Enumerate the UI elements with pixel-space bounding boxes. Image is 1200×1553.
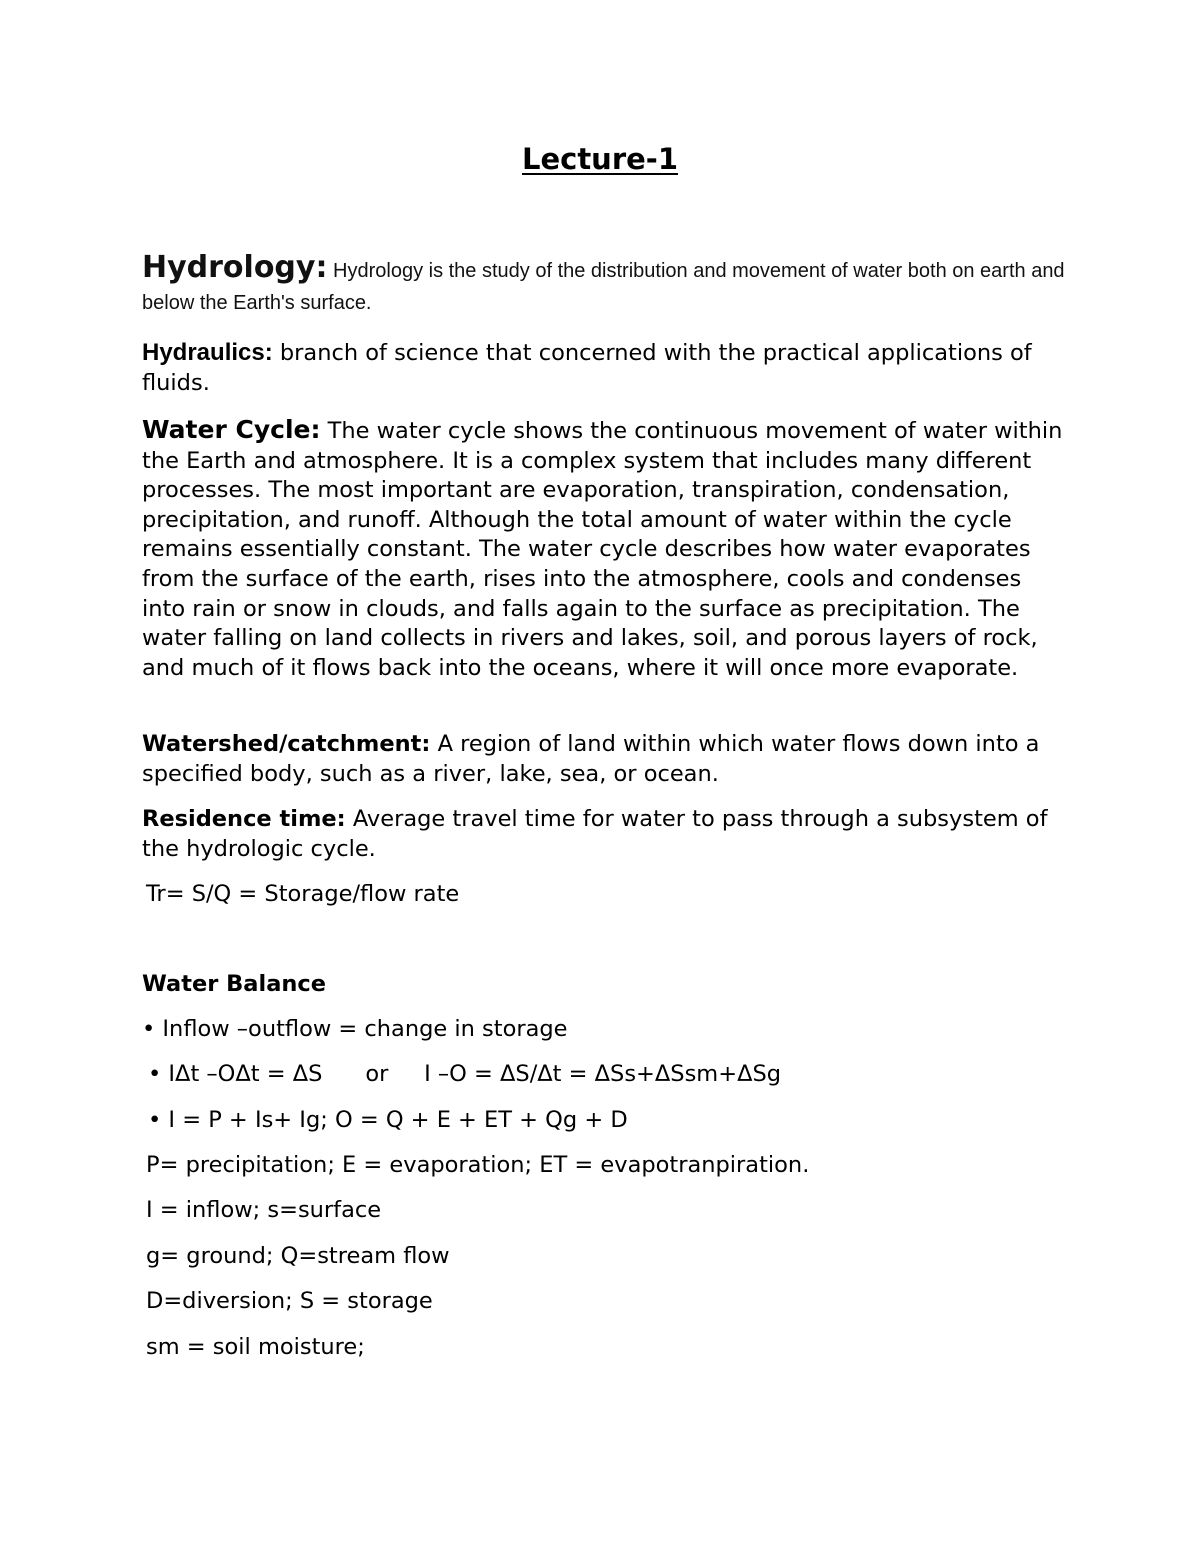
- page-title: Lecture-1: [521, 142, 679, 176]
- water-balance-line: sm = soil moisture;: [146, 1334, 365, 1360]
- hydrology-paragraph: [142, 252, 1067, 319]
- watershed-definition: A region of land within which water flows down into a specified body, such as a river, lake, sea, or ocean.: [142, 731, 1040, 787]
- water-cycle-paragraph: [142, 415, 1067, 683]
- water-cycle-definition: The water cycle shows the continuous movement of water within the Earth and atmosphere. It is a complex system that includes many different processes. The most important are evaporation, transpiration, condensation, precipitation, and runoff. Although the total amount of water within the cycle remains essentially constant. The water cycle describes how water evaporates from the surface of the earth, rises into the atmosphere, cools and condenses into rain or snow in clouds, and falls again to the surface as precipitation. The water falling on land collects in rivers and lakes, soil, and porous layers of rock, and much of it flows back into the oceans, where it will once more evaporate.: [142, 418, 1063, 681]
- water-balance-line: g= ground; Q=stream flow: [146, 1243, 450, 1269]
- water-balance-line: • I = P + Is+ Ig; O = Q + E + ET + Qg + D: [148, 1107, 628, 1133]
- residence-time-term: Residence time:: [142, 806, 346, 832]
- hydraulics-term: Hydraulics:: [142, 339, 273, 366]
- watershed-term: Watershed/catchment:: [142, 731, 431, 757]
- water-balance-line: • Inflow –outflow = change in storage: [142, 1016, 568, 1042]
- hydrology-term: Hydrology:: [142, 250, 328, 285]
- residence-time-definition: Average travel time for water to pass through a subsystem of the hydrologic cycle.: [142, 806, 1048, 862]
- watershed-paragraph: [142, 730, 1067, 789]
- hydraulics-definition: branch of science that concerned with the practical applications of fluids.: [142, 340, 1032, 396]
- water-balance-line: P= precipitation; E = evaporation; ET = evapotranpiration.: [146, 1152, 810, 1178]
- water-balance-line: I = inflow; s=surface: [146, 1197, 382, 1223]
- water-balance-line: • IΔt –OΔt = ΔS or I –O = ΔS/Δt = ΔSs+ΔSsm+ΔSg: [148, 1061, 782, 1087]
- residence-time-paragraph: [142, 805, 1067, 864]
- hydrology-definition: Hydrology is the study of the distribution and movement of water both on earth and below the Earth's surface.: [142, 260, 1065, 314]
- residence-time-formula: Tr= S/Q = Storage/flow rate: [146, 881, 460, 907]
- hydraulics-paragraph: [142, 338, 1067, 398]
- water-cycle-term: Water Cycle:: [142, 415, 321, 444]
- water-balance-heading: Water Balance: [142, 971, 326, 997]
- water-balance-line: D=diversion; S = storage: [146, 1288, 433, 1314]
